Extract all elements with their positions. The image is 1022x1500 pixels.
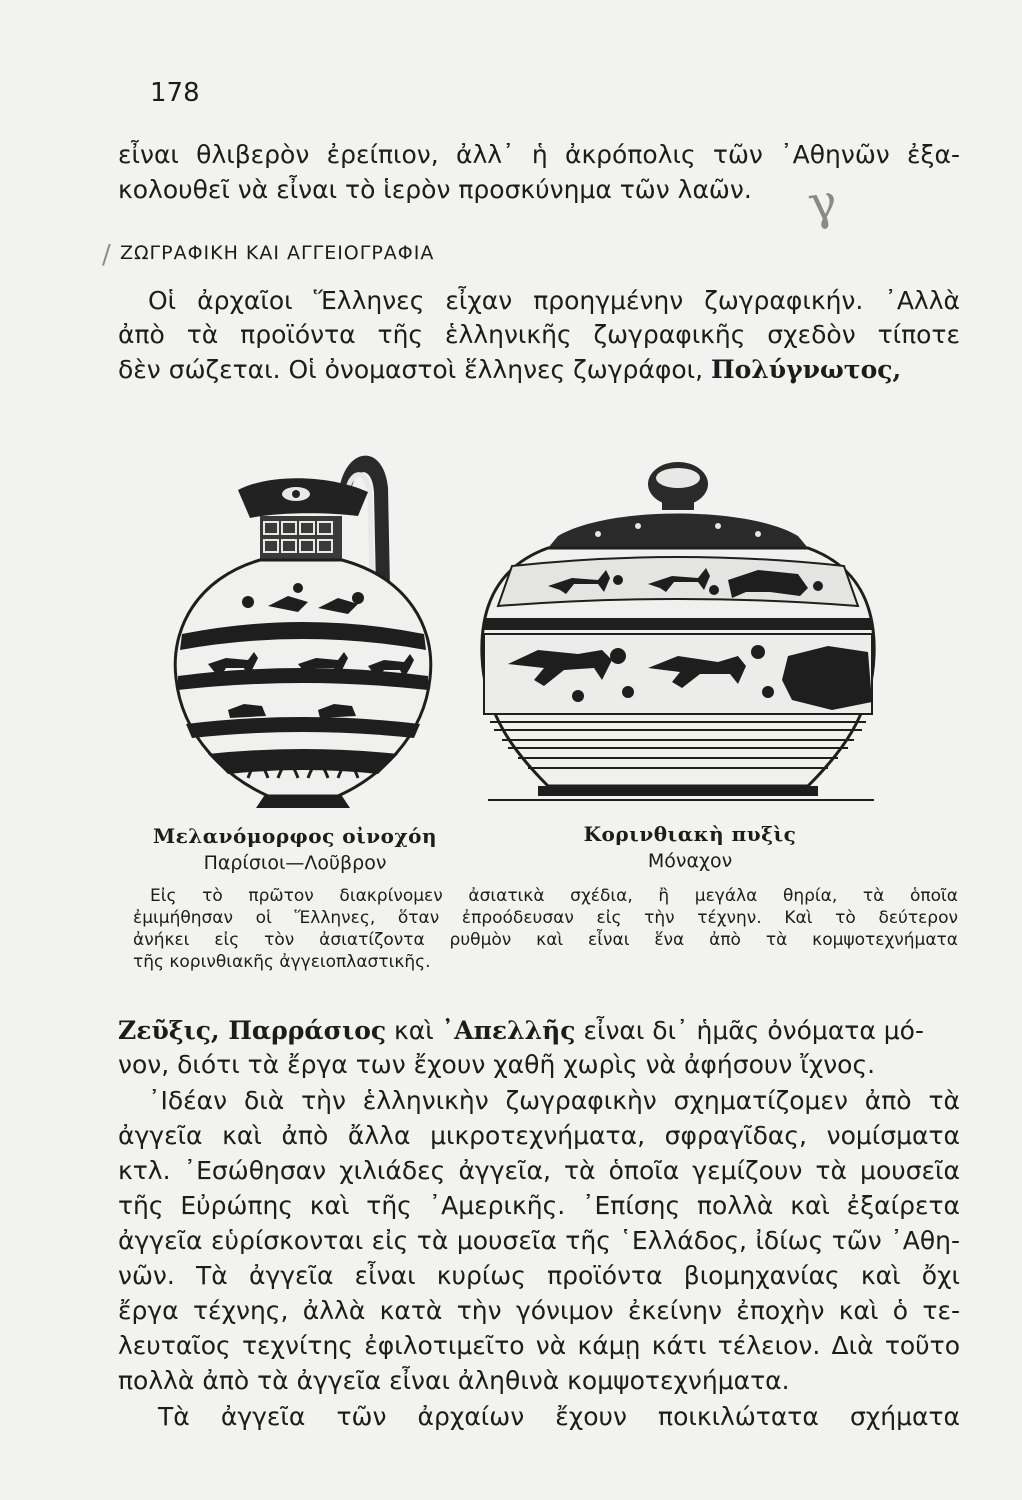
intro-line-2: κολουθεῖ νὰ εἶναι τὸ ἱερὸν προσκύνημα τῶν λαῶν.	[118, 175, 752, 204]
para1-line-2: ἀπὸ τὰ προϊόντα τῆς ἑλληνικῆς ζωγραφικῆς σχεδὸν τίποτε	[118, 320, 960, 349]
figure-right-location: Μόναχον	[647, 850, 733, 872]
para3-line-4: τῆς Εὐρώπης καὶ τῆς ᾽Αμερικῆς. ᾽Επίσης πολλὰ καὶ ἐξαίρετα	[118, 1191, 960, 1220]
para3-line-2: ἀγγεῖα καὶ ἀπὸ ἄλλα μικροτεχνήματα, σφραγῖδας, νομίσματα	[118, 1121, 960, 1150]
section-heading: ΖΩΓΡΑΦΙΚΗ ΚΑΙ ΑΓΓΕΙΟΓΡΑΦΙΑ	[120, 242, 435, 264]
para1-line-3	[118, 353, 960, 387]
para3-line-1: ᾽Ιδέαν διὰ τὴν ἑλληνικὴν ζωγραφικὴν σχηματίζομεν ἀπὸ τὰ	[148, 1086, 960, 1115]
oinochoe-vase-illustration	[168, 438, 438, 810]
para2-line-1	[118, 1014, 960, 1048]
para2-text-2: εἶναι δι᾽ ἡμᾶς ὀνόματα μό-	[575, 1016, 924, 1045]
para3-line-3: κτλ. ᾽Εσώθησαν χιλιάδες ἀγγεῖα, τὰ ὁποῖα γεμίζουν τὰ μουσεῖα	[118, 1156, 960, 1185]
painter-name-polygnotos: Πολύγνωτος,	[710, 355, 902, 384]
painter-names-zeuxis-parrhasios: Ζεῦξις, Παρράσιος	[118, 1016, 387, 1045]
para3-line-6: νῶν. Τὰ ἀγγεῖα εἶναι κυρίως προϊόντα βιομηχανίας καὶ ὄχι	[118, 1261, 960, 1290]
figure-left-location: Παρίσιοι—Λοῦβρον	[203, 852, 387, 874]
para3-line-8: λευταῖος τεχνίτης ἐφιλοτιμεῖτο νὰ κάμῃ κάτι τέλειον. Διὰ τοῦτο	[118, 1331, 960, 1360]
pencil-mark: γ	[804, 173, 841, 233]
para2-text-1: καὶ	[386, 1016, 442, 1045]
figure-left-title: Μελανόμορφος οἰνοχόη	[152, 824, 438, 848]
para1-line-3-text: δὲν σώζεται. Οἱ ὀνομαστοὶ ἕλληνες ζωγράφοι,	[118, 355, 711, 384]
para3-line-7: ἔργα τέχνης, ἀλλὰ κατὰ τὴν γόνιμον ἐκείνην ἐποχὴν καὶ ὁ τε-	[118, 1296, 960, 1325]
page-number: 178	[150, 78, 200, 108]
pencil-tick: /	[102, 240, 111, 270]
caption-line-2: ἐμιμήθησαν οἱ Ἕλληνες, ὅταν ἐπροόδευσαν εἰς τὴν τέχνην. Καὶ τὸ δεύτερον	[133, 908, 958, 928]
painter-name-apelles: ᾽Απελλῆς	[441, 1016, 576, 1045]
pyxis-vase-illustration	[478, 456, 878, 806]
last-line: Τὰ ἀγγεῖα τῶν ἀρχαίων ἔχουν ποικιλώτατα σχήματα	[158, 1402, 960, 1431]
para3-line-9: πολλὰ ἀπὸ τὰ ἀγγεῖα εἶναι ἀληθινὰ κομψοτεχνήματα.	[118, 1366, 790, 1395]
intro-line-1: εἶναι θλιβερὸν ἐρείπιον, ἀλλ᾽ ἡ ἀκρόπολις τῶν ᾽Αθηνῶν ἐξα-	[118, 140, 960, 169]
caption-line-3: ἀνήκει εἰς τὸν ἀσιατίζοντα ρυθμὸν καὶ εἶναι ἕνα ἀπὸ τὰ κομψοτεχνήματα	[133, 930, 958, 950]
para3-line-5: ἀγγεῖα εὑρίσκονται εἰς τὰ μουσεῖα τῆς ῾Ελλάδος, ἰδίως τῶν ᾽Αθη-	[118, 1226, 960, 1255]
para2-line-2: νον, διότι τὰ ἔργα των ἔχουν χαθῆ χωρὶς νὰ ἀφήσουν ἴχνος.	[118, 1050, 876, 1079]
caption-line-4: τῆς κορινθιακῆς ἀγγειοπλαστικῆς.	[133, 952, 431, 972]
para1-line-1: Οἱ ἀρχαῖοι Ἕλληνες εἶχαν προηγμένην ζωγραφικήν. ᾽Αλλὰ	[148, 286, 960, 315]
figure-right-title: Κορινθιακὴ πυξὶς	[583, 822, 797, 846]
caption-line-1: Εἰς τὸ πρῶτον διακρίνομεν ἀσιατικὰ σχέδια, ἢ μεγάλα θηρία, τὰ ὁποῖα	[150, 886, 958, 906]
